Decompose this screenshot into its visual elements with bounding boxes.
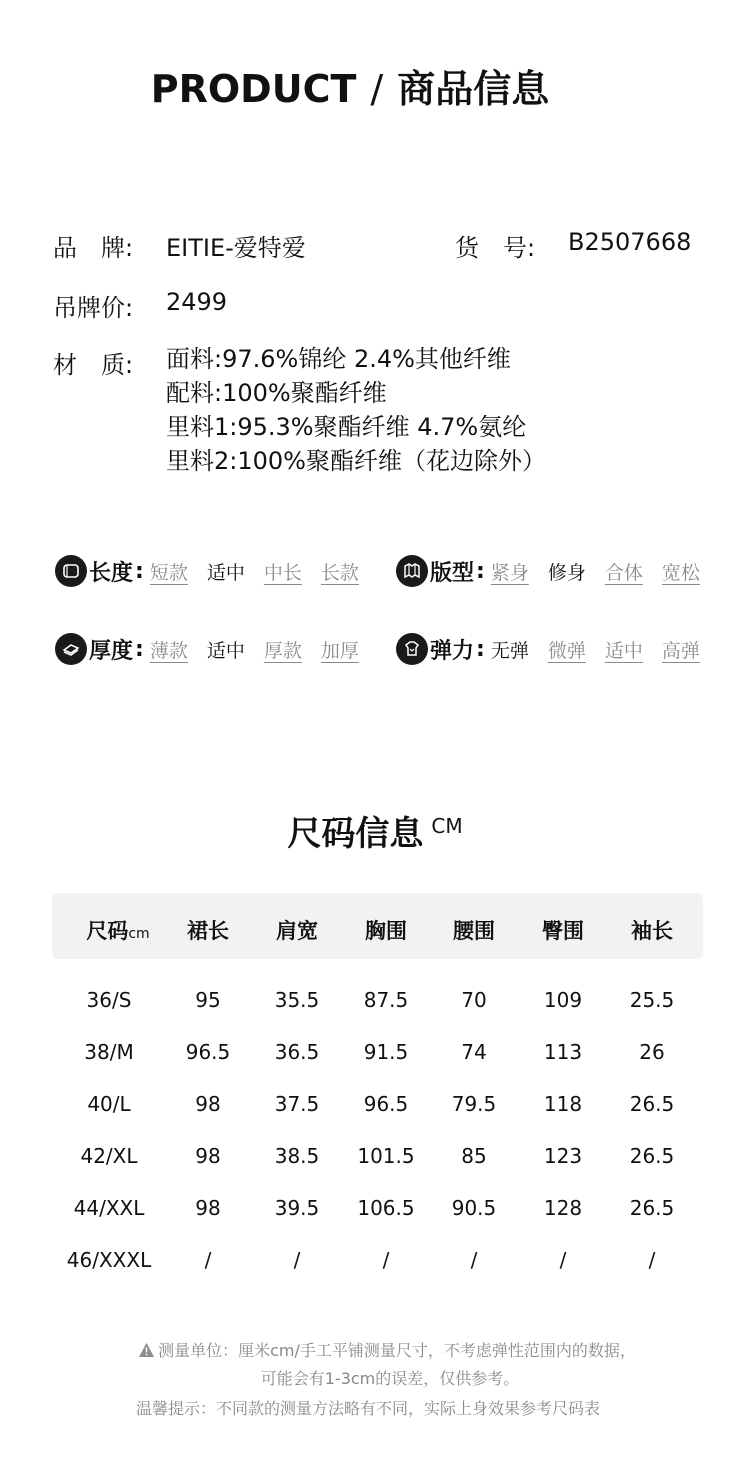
cell-value: / [382,1248,390,1272]
attr-thickness-name: 厚度 [89,638,134,664]
attr-colon: : [476,636,485,662]
table-row [52,1092,703,1118]
cell-size: 38/M [84,1040,134,1064]
cell-size: 36/S [86,988,132,1012]
cell-value: / [470,1248,478,1272]
attr-colon: : [135,636,144,662]
length-icon [55,555,87,587]
fit-option-regular: 合体 [604,561,643,584]
cell-value: 38.5 [274,1144,320,1168]
elasticity-option-slight: 微弹 [547,639,586,662]
attr-colon: : [135,558,144,584]
cell-size: 42/XL [80,1144,138,1168]
cell-size: 44/XXL [73,1196,145,1220]
material-line: 面料:97.6%锦纶 2.4%其他纤维 [166,345,511,373]
elasticity-option-medium: 适中 [604,639,643,662]
elasticity-icon [396,633,428,665]
cell-size: 46/XXXL [66,1248,152,1272]
size-title-unit: CM [431,814,463,838]
length-option-long: 长款 [320,561,359,584]
header-bust: 胸围 [365,919,407,943]
measurement-tip: 温馨提示：不同款的测量方法略有不同，实际上身效果参考尺码表 [135,1399,600,1418]
cell-value: 35.5 [274,988,320,1012]
warning-icon [138,1342,155,1362]
elasticity-option-none: 无弹 [490,639,529,662]
cell-value: 70 [461,988,487,1012]
cell-value: 79.5 [451,1092,497,1116]
attr-elasticity [396,632,700,666]
material-line: 里料1:95.3%聚酯纤维 4.7%氨纶 [166,413,527,441]
fit-option-slim: 修身 [547,561,586,584]
cell-value: 26.5 [629,1196,675,1220]
sku-value: B2507668 [568,228,692,256]
cell-value: 96.5 [185,1040,231,1064]
attr-length-name: 长度 [89,560,134,586]
measurement-note-1 [0,1338,750,1362]
header-size-label: 尺码 [86,919,129,943]
cell-value: 113 [543,1040,583,1064]
price-value: 2499 [166,288,228,316]
table-row [52,988,703,1014]
material-label: 材 质: [53,351,134,379]
thickness-option-medium: 适中 [206,639,245,662]
material-line: 配料:100%聚酯纤维 [166,379,387,407]
thickness-option-thick: 厚款 [263,639,302,662]
header-shoulder: 肩宽 [276,919,318,943]
table-row [52,1144,703,1170]
thickness-icon [55,633,87,665]
cell-value: 106.5 [357,1196,415,1220]
header-size [72,915,164,945]
elasticity-option-high: 高弹 [661,639,700,662]
fit-option-tight: 紧身 [490,561,529,584]
attr-fit-name: 版型 [430,560,475,586]
thickness-option-extra-thick: 加厚 [320,639,359,662]
cell-value: 26.5 [629,1092,675,1116]
cell-value: 98 [195,1144,221,1168]
cell-value: 26 [639,1040,665,1064]
size-table-header [52,893,703,959]
cell-value: / [293,1248,301,1272]
cell-value: 95 [195,988,221,1012]
cell-value: 91.5 [363,1040,409,1064]
header-waist: 腰围 [453,919,495,943]
header-hip: 臀围 [542,919,584,943]
page-title [0,58,700,113]
attr-fit [396,554,700,588]
fit-option-loose: 宽松 [661,561,700,584]
cell-value: 36.5 [274,1040,320,1064]
cell-value: 96.5 [363,1092,409,1116]
cell-value: 98 [195,1196,221,1220]
brand-value: EITIE-爱特爱 [166,234,306,262]
page-title-cn: 商品信息 [397,67,550,111]
cell-value: 74 [461,1040,487,1064]
cell-value: / [648,1248,656,1272]
cell-value: 26.5 [629,1144,675,1168]
measurement-note-2: 可能会有1-3cm的误差，仅供参考。 [260,1369,520,1388]
header-sleeve: 袖长 [631,919,673,943]
attr-elasticity-name: 弹力 [430,638,475,664]
thickness-option-thin: 薄款 [149,639,188,662]
material-line: 里料2:100%聚酯纤维（花边除外） [166,447,546,475]
cell-value: 87.5 [363,988,409,1012]
cell-value: 90.5 [451,1196,497,1220]
cell-value: 128 [543,1196,583,1220]
cell-value: / [559,1248,567,1272]
fit-icon [396,555,428,587]
brand-label: 品 牌: [53,234,134,262]
page-title-en: PRODUCT [150,67,357,111]
cell-value: 25.5 [629,988,675,1012]
table-row [52,1196,703,1222]
cell-value: 85 [461,1144,487,1168]
header-size-unit: cm [128,926,150,942]
cell-value: 123 [543,1144,583,1168]
cell-value: / [204,1248,212,1272]
header-dress-length: 裙长 [187,919,229,943]
sku-label: 货 号: [455,234,536,262]
cell-value: 98 [195,1092,221,1116]
length-option-medium: 适中 [206,561,245,584]
length-option-midlong: 中长 [263,561,302,584]
cell-value: 118 [543,1092,583,1116]
attr-colon: : [476,558,485,584]
length-option-short: 短款 [149,561,188,584]
price-label: 吊牌价: [53,294,134,322]
measurement-note-text-1: 测量单位：厘米cm/手工平铺测量尺寸，不考虑弹性范围内的数据， [158,1341,636,1360]
attr-thickness [55,632,359,666]
size-section-title [0,806,750,855]
cell-size: 40/L [87,1092,131,1116]
cell-value: 101.5 [357,1144,415,1168]
title-separator: / [370,67,384,111]
table-row [52,1248,703,1274]
cell-value: 37.5 [274,1092,320,1116]
material-list [166,342,546,478]
size-title-text: 尺码信息 [287,814,424,854]
cell-value: 39.5 [274,1196,320,1220]
table-row [52,1040,703,1066]
cell-value: 109 [543,988,583,1012]
attr-length [55,554,359,588]
